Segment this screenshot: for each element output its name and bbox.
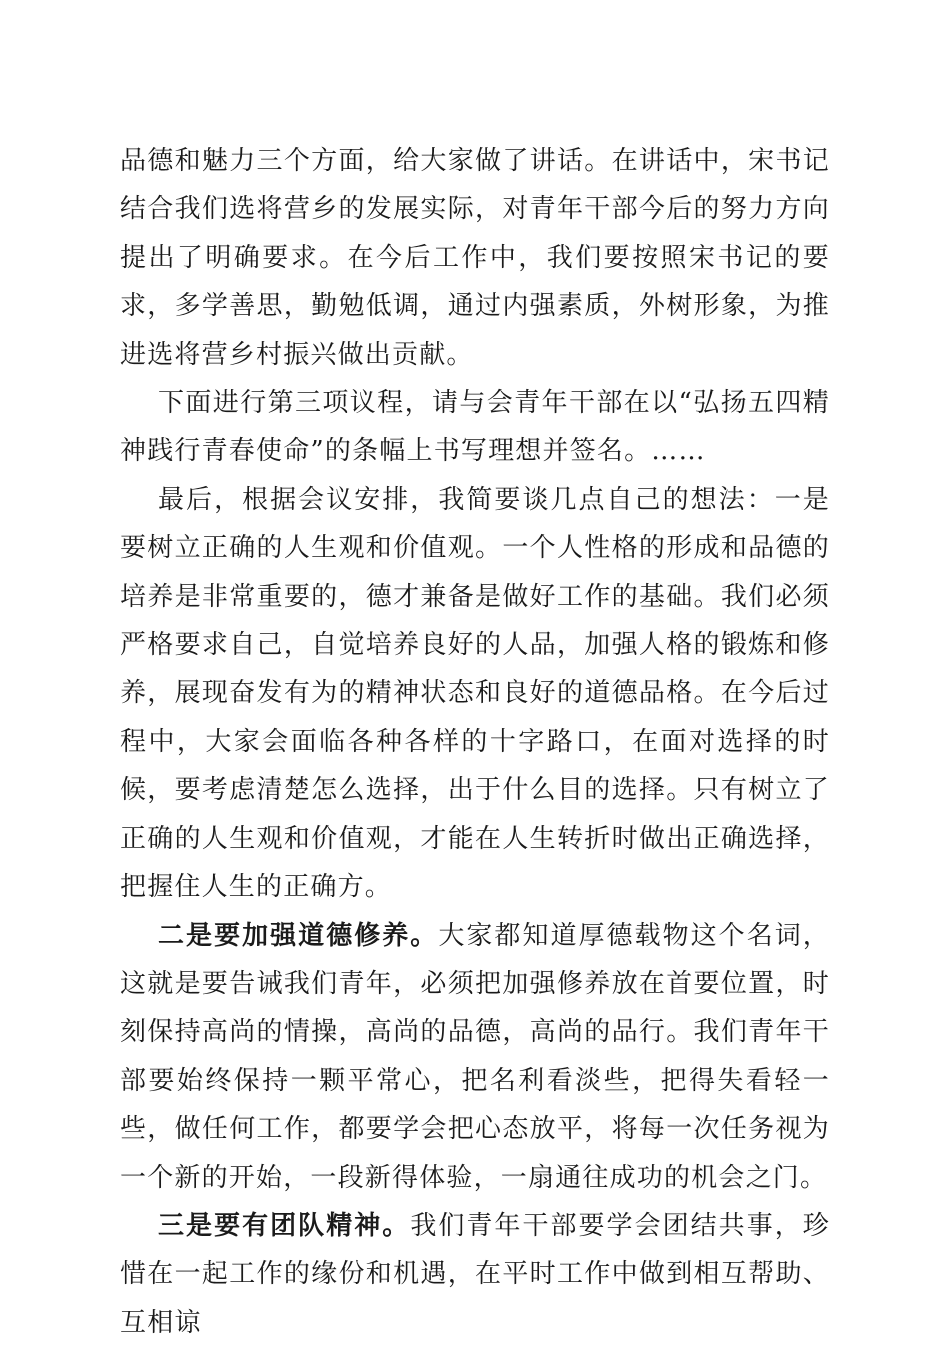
paragraph-4 [120,912,830,1202]
body-text [120,137,830,1347]
paragraph-2 [120,379,830,476]
paragraph-1 [120,137,830,379]
paragraph-5 [120,1202,830,1347]
paragraph-3-text: 最后，根据会议安排，我简要谈几点自己的想法：一是要树立正确的人生观和价值观。一个人性格的形成和品德的培养是非常重要的，德才兼备是做好工作的基础。我们必须严格要求自己，自觉培养良好的人品，加强人格的锻炼和修养，展现奋发有为的精神状态和良好的道德品格。在今后过程中，大家会面临各种各样的十字路口，在面对选择的时候，要考虑清楚怎么选择，出于什么目的选择。只有树立了正确的人生观和价值观，才能在人生转折时做出正确选择，把握住人生的正确方。 [120,484,830,903]
paragraph-1-text: 品德和魅力三个方面，给大家做了讲话。在讲话中，宋书记结合我们选将营乡的发展实际，对青年干部今后的努力方向提出了明确要求。在今后工作中，我们要按照宋书记的要求，多学善思，勤勉低调，通过内强素质，外树形象，为推进选将营乡村振兴做出贡献。 [120,146,830,370]
paragraph-2-text: 下面进行第三项议程，请与会青年干部在以“弘扬五四精神践行青春使命”的条幅上书写理想并签名。…… [120,388,830,467]
paragraph-4-lead: 二是要加强道德修养。 [158,920,439,951]
paragraph-5-lead: 三是要有团队精神。 [158,1210,411,1241]
paragraph-3 [120,476,830,912]
paragraph-4-text: 大家都知道厚德载物这个名词，这就是要告诫我们青年，必须把加强修养放在首要位置，时刻保持高尚的情操，高尚的品德，高尚的品行。我们青年干部要始终保持一颗平常心，把名利看淡些，把得失看轻一些，做任何工作，都要学会把心态放平，将每一次任务视为一个新的开始，一段新得体验，一扇通往成功的机会之门。 [120,920,830,1193]
paragraph-5-text: 我们青年干部要学会团结共事，珍惜在一起工作的缘份和机遇，在平时工作中做到相互帮助、互相谅 [120,1210,830,1338]
